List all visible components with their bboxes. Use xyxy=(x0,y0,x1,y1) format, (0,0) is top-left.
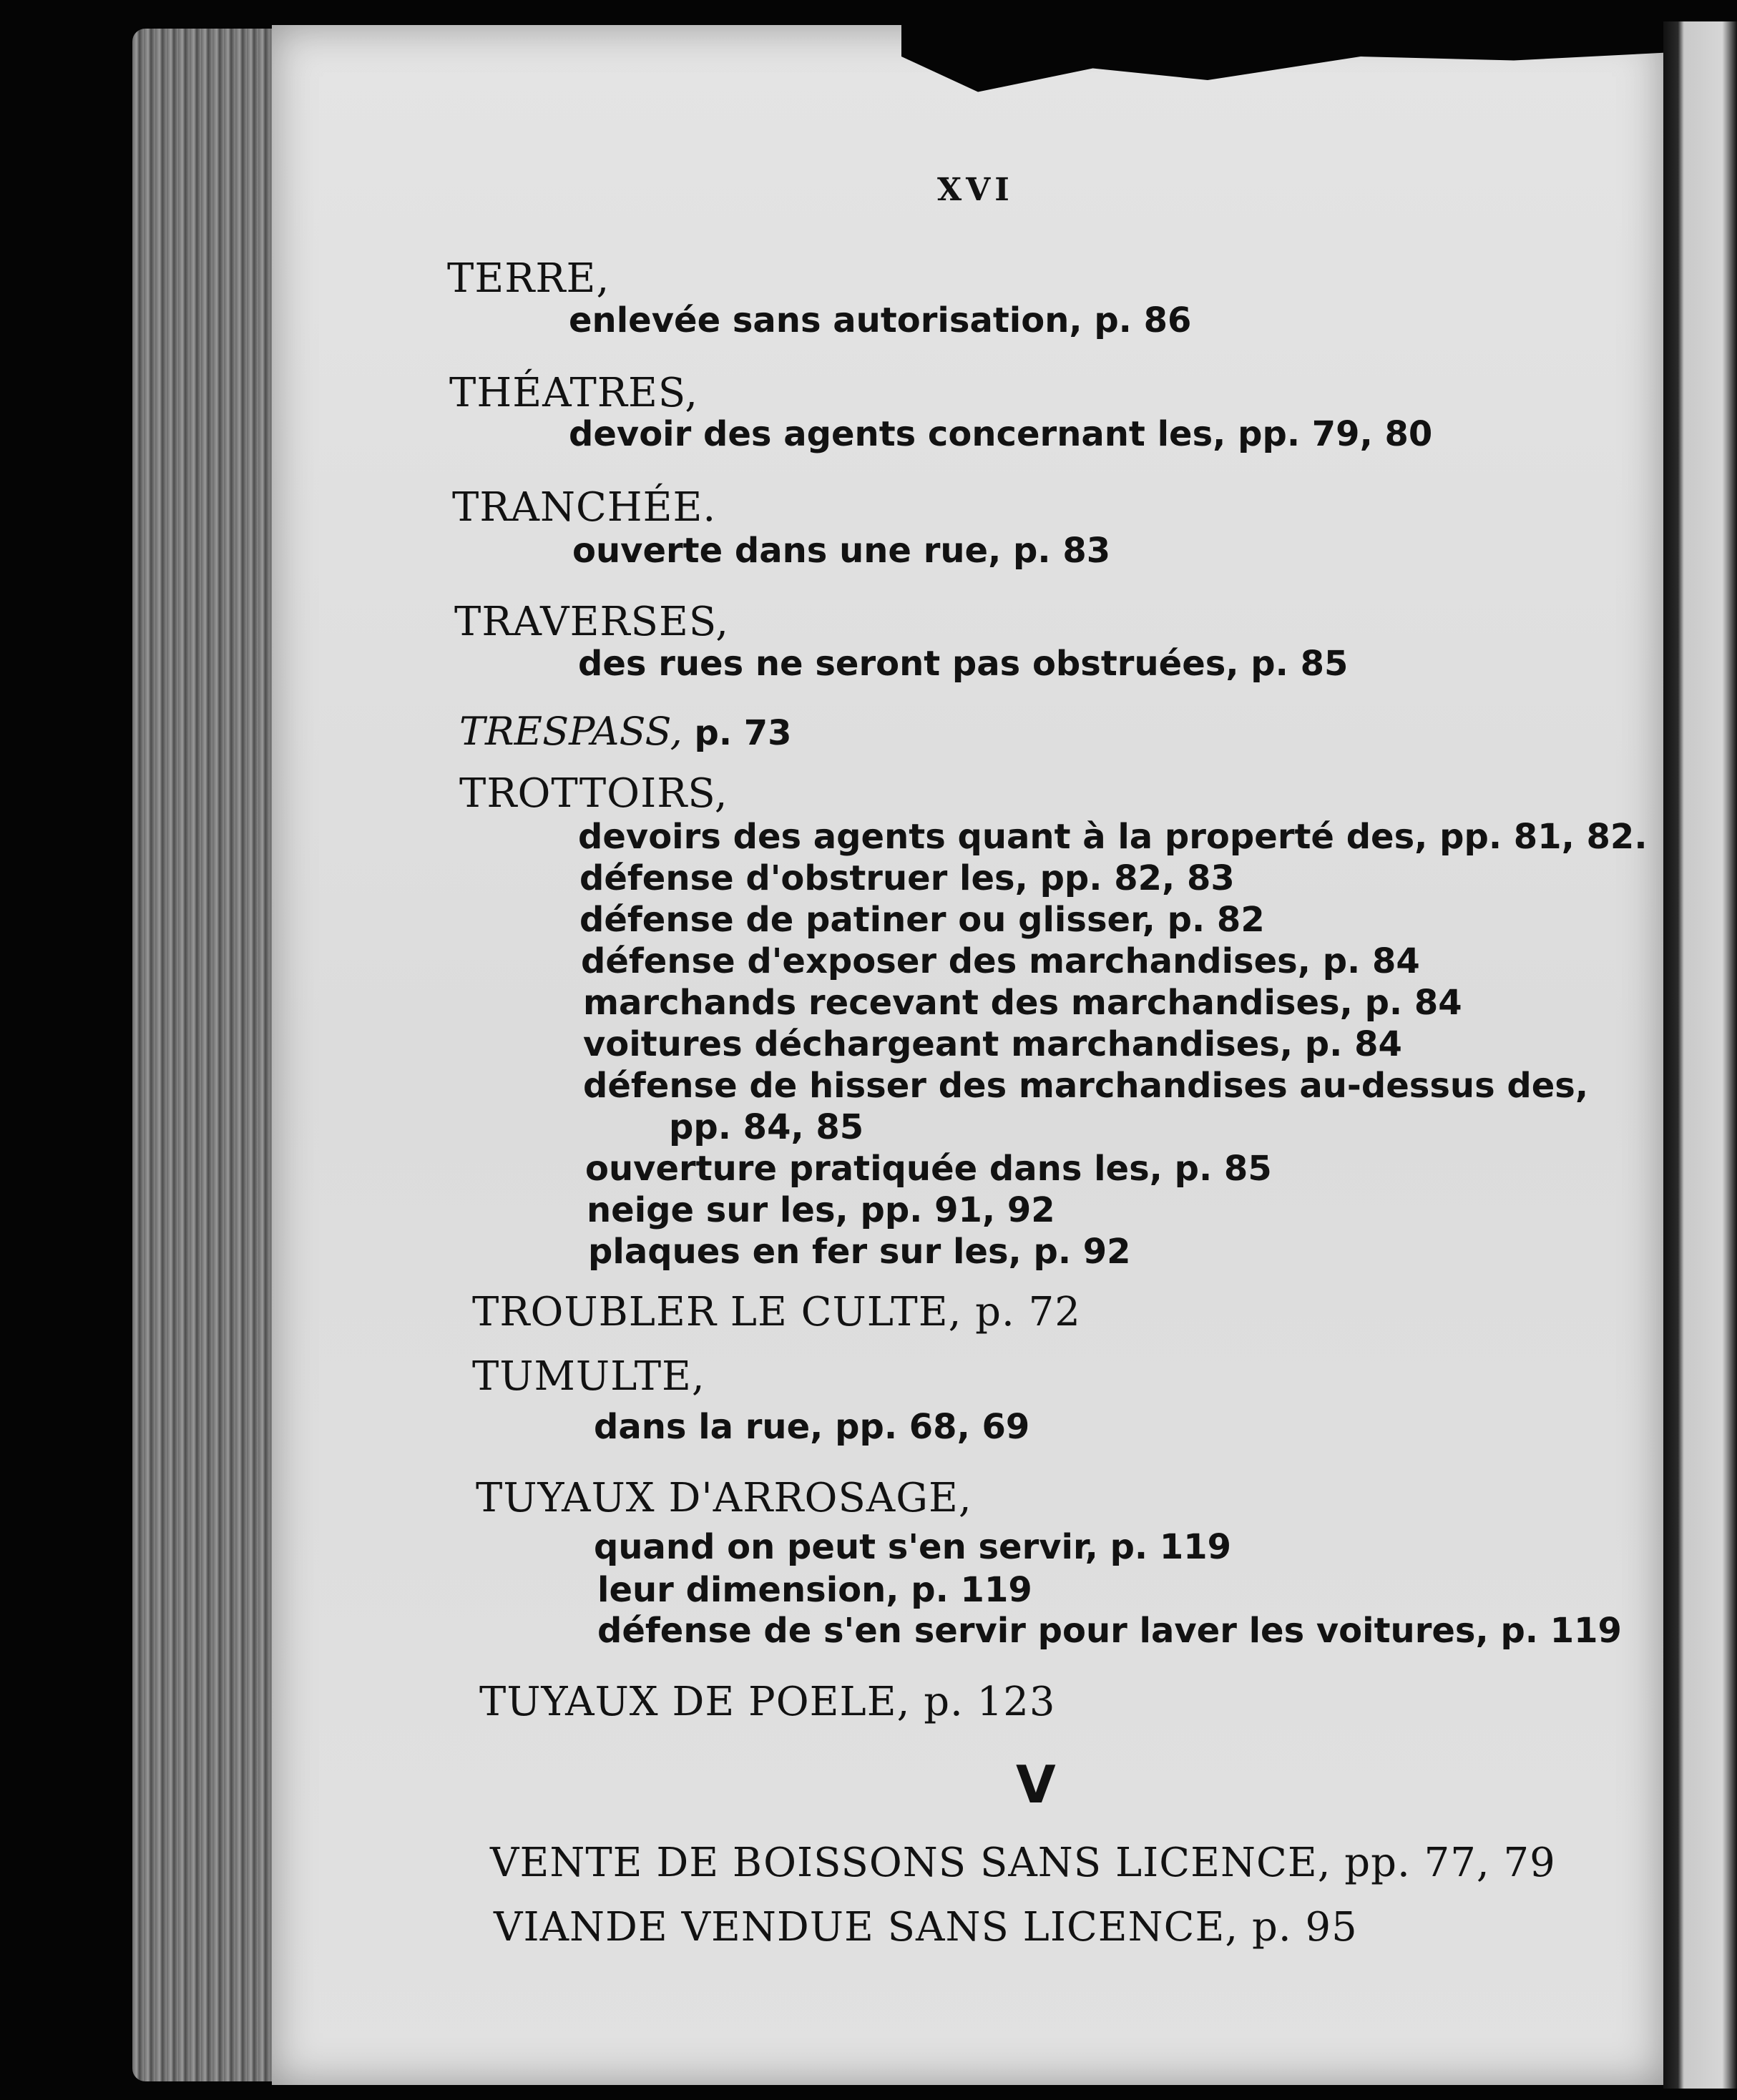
entry-sub: défense de hisser des marchandises au-dessus des, xyxy=(583,1066,1589,1106)
entry-heading-tuyaux-poele: TUYAUX DE POELE, p. 123 xyxy=(479,1679,1056,1725)
entry-sub: défense de patiner ou glisser, p. 82 xyxy=(579,900,1265,940)
entry-heading-tuyaux-arrosage: TUYAUX D'ARROSAGE, xyxy=(476,1475,972,1521)
entry-sub: plaques en fer sur les, p. 92 xyxy=(588,1232,1131,1272)
entry-sub: ouverte dans une rue, p. 83 xyxy=(572,531,1111,571)
entry-heading-trottoirs: TROTTOIRS, xyxy=(459,770,728,817)
page-number: XVI xyxy=(937,172,1014,208)
entry-sub: voitures déchargeant marchandises, p. 84 xyxy=(583,1024,1402,1064)
entry-heading-tumulte: TUMULTE, xyxy=(472,1353,705,1400)
entry-heading-tranchee: TRANCHÉE. xyxy=(452,484,717,531)
entry-sub: leur dimension, p. 119 xyxy=(597,1570,1032,1610)
entry-heading-italic: TRESPASS, xyxy=(459,709,682,754)
entry-sub: devoir des agents concernant les, pp. 79, 80 xyxy=(569,414,1433,454)
entry-sub: défense d'exposer des marchandises, p. 84 xyxy=(581,941,1420,981)
entry-heading-viande: VIANDE VENDUE SANS LICENCE, p. 95 xyxy=(494,1904,1358,1951)
entry-sub: neige sur les, pp. 91, 92 xyxy=(587,1190,1055,1230)
entry-sub: marchands recevant des marchandises, p. 84 xyxy=(583,983,1462,1023)
entry-sub: pp. 84, 85 xyxy=(669,1107,864,1147)
entry-sub: défense de s'en servir pour laver les voitures, p. 119 xyxy=(597,1611,1622,1651)
entry-sub: des rues ne seront pas obstruées, p. 85 xyxy=(578,644,1349,684)
entry-sub: quand on peut s'en servir, p. 119 xyxy=(594,1527,1232,1567)
section-letter: V xyxy=(1016,1755,1056,1815)
entry-sub: ouverture pratiquée dans les, p. 85 xyxy=(585,1149,1272,1189)
entry-sub: dans la rue, pp. 68, 69 xyxy=(594,1407,1030,1447)
entry-heading-trespass xyxy=(459,710,792,755)
entry-heading-terre: TERRE, xyxy=(447,255,610,302)
entry-heading-traverses: TRAVERSES, xyxy=(454,599,730,645)
entry-heading-troubler: TROUBLER LE CULTE, p. 72 xyxy=(472,1289,1081,1335)
entry-sub: devoirs des agents quant à la properté des, pp. 81, 82. xyxy=(578,817,1648,857)
entry-page-ref: p. 73 xyxy=(682,713,792,753)
entry-sub: défense d'obstruer les, pp. 82, 83 xyxy=(579,858,1235,898)
entry-heading-theatres: THÉATRES, xyxy=(449,370,699,416)
entry-sub: enlevée sans autorisation, p. 86 xyxy=(569,300,1192,340)
entry-heading-vente: VENTE DE BOISSONS SANS LICENCE, pp. 77, 79 xyxy=(490,1840,1556,1886)
